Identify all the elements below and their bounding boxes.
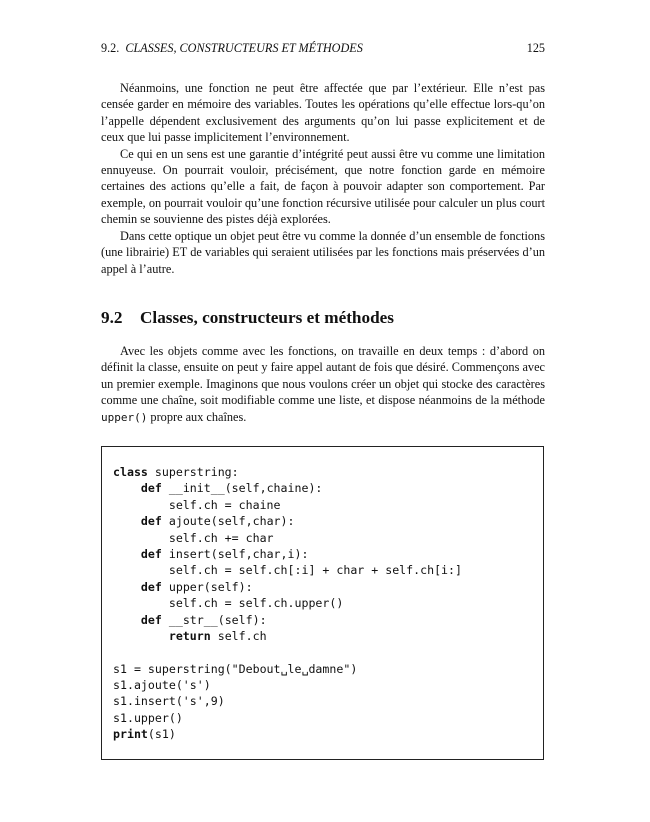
- section-paragraph-text-end: propre aux chaînes.: [147, 409, 247, 424]
- code-line: [113, 661, 462, 677]
- header-section-label: [101, 41, 363, 56]
- code-line: [113, 579, 462, 595]
- code-line: [113, 612, 462, 628]
- code-text: self.ch = chaine: [113, 497, 281, 512]
- header-section-number: 9.2.: [101, 41, 120, 55]
- code-line: [113, 693, 462, 709]
- code-text: s1 = superstring("Debout␣le␣damne"): [113, 661, 358, 676]
- code-line: [113, 726, 462, 742]
- section-paragraph: [101, 343, 545, 426]
- inline-code-upper: upper(): [101, 410, 148, 424]
- code-keyword: def: [113, 546, 162, 561]
- code-line: [113, 464, 462, 480]
- code-text: s1.ajoute('s'): [113, 678, 211, 693]
- code-keyword: print: [113, 727, 148, 742]
- header-section-title: CLASSES, CONSTRUCTEURS ET MÉTHODES: [125, 41, 363, 55]
- running-header: [101, 41, 545, 57]
- code-text: ajoute(self,char):: [161, 514, 295, 529]
- code-line: [113, 595, 462, 611]
- code-line: [113, 628, 462, 644]
- code-line: [113, 497, 462, 513]
- code-text: superstring:: [147, 465, 239, 479]
- code-line: [113, 480, 462, 496]
- code-line: [113, 562, 462, 578]
- intro-paragraph-3: Dans cette optique un objet peut être vu comme la donnée d’un ensemble de fonctions (une librairie) ET de variables qui seraient utilisées par les fonctions mais préservées d’un appel à l’autre.: [101, 229, 545, 276]
- code-text: s1.insert('s',9): [113, 694, 225, 709]
- section-paragraph-text: Avec les objets comme avec les fonctions, on travaille en deux temps : d’abord on définit la classe, ensuite on peut y faire appel autant de fois que désiré. Commençons avec un premier exemple. Imaginons que nous voulons créer un objet qui stocke des caractères comme une chaîne, soit modifiable comme une liste, et dispose néanmoins de la méthode: [101, 344, 545, 408]
- code-line: [113, 644, 462, 660]
- intro-paragraph-1: Néanmoins, une fonction ne peut être affectée que par l’extérieur. Elle n’est pas censée garder en mémoire des variables. Toutes les opérations qu’elle effectue lors-qu’on l’appelle dépendent exclusivement des arguments qu’on lui passe explicitement et de ceux que lui passe implicitement l’environnement.: [101, 81, 545, 145]
- code-keyword: def: [113, 612, 162, 627]
- code-text: __init__(self,chaine):: [161, 481, 323, 496]
- code-keyword: def: [113, 579, 162, 594]
- code-text: self.ch = self.ch[:i] + char + self.ch[i:]: [113, 563, 463, 578]
- code-text: self.ch += char: [113, 530, 274, 545]
- code-text: insert(self,char,i):: [161, 546, 309, 561]
- code-text: self.ch = self.ch.upper(): [113, 596, 344, 611]
- section-title: Classes, constructeurs et méthodes: [140, 308, 394, 327]
- code-line: [113, 710, 462, 726]
- code-keyword: return: [113, 628, 211, 643]
- code-text: self.ch: [210, 628, 267, 643]
- section-number: 9.2: [101, 308, 123, 327]
- code-text: (s1): [147, 727, 176, 742]
- code-keyword: class: [113, 465, 148, 479]
- section-heading: [101, 308, 394, 328]
- code-line: [113, 546, 462, 562]
- code-text: upper(self):: [161, 579, 253, 594]
- code-lines: [113, 464, 462, 743]
- code-text: s1.upper(): [113, 710, 183, 725]
- code-keyword: def: [113, 481, 162, 496]
- code-line: [113, 530, 462, 546]
- code-text: __str__(self):: [161, 612, 267, 627]
- code-line: [113, 513, 462, 529]
- intro-paragraph-2: Ce qui en un sens est une garantie d’intégrité peut aussi être vu comme une limitation ennuyeuse. On pourrait vouloir, précisément, que notre fonction garde en mémoire certaines des actions qu’elle a fait, de façon à pouvoir adapter son comportement. Par exemple, on pourrait vouloir qu’une fonction récursive utilisée pour calculer un plus court chemin se souvienne des pistes déjà explorées.: [101, 146, 545, 227]
- code-listing: [101, 446, 544, 760]
- code-line: [113, 677, 462, 693]
- page-number: 125: [526, 41, 545, 55]
- code-keyword: def: [113, 514, 162, 529]
